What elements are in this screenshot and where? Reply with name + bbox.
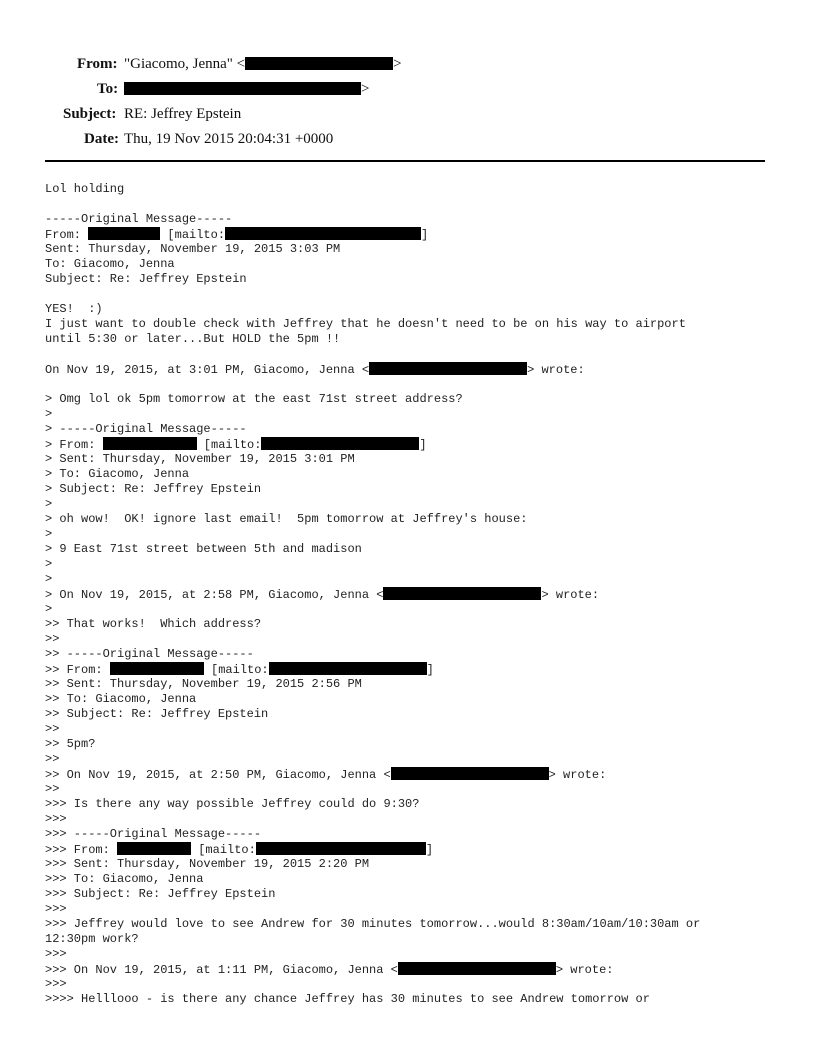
redaction-block	[269, 662, 427, 675]
redaction-block	[225, 227, 421, 240]
redaction-block	[110, 662, 204, 675]
redaction-block	[88, 227, 160, 240]
body-line: >>	[45, 782, 60, 796]
body-line: > Subject: Re: Jeffrey Epstein	[45, 482, 262, 496]
body-line: >> From: [mailto: ]	[45, 663, 434, 677]
body-line: > 9 East 71st street between 5th and madison	[45, 542, 362, 556]
body-line: > oh wow! OK! ignore last email! 5pm tomorrow at Jeffrey's house:	[45, 512, 528, 526]
body-line: >>>	[45, 812, 67, 826]
from-name: "Giacomo, Jenna" <	[124, 56, 246, 72]
body-line: >	[45, 602, 53, 616]
redaction-block	[369, 362, 527, 375]
body-line	[45, 197, 806, 212]
date-label: Date:	[84, 131, 119, 147]
body-line: >>>	[45, 977, 67, 991]
from-close: >	[393, 56, 402, 72]
body-line: >> Subject: Re: Jeffrey Epstein	[45, 707, 269, 721]
subject-label: Subject:	[63, 106, 117, 122]
body-line: until 5:30 or later...But HOLD the 5pm !!	[45, 332, 341, 346]
body-line: Sent: Thursday, November 19, 2015 3:03 PM	[45, 242, 341, 256]
body-line: To: Giacomo, Jenna	[45, 257, 175, 271]
body-line	[45, 287, 806, 302]
subject-value: RE: Jeffrey Epstein	[124, 106, 242, 122]
body-line: >	[45, 407, 53, 421]
body-line: > Sent: Thursday, November 19, 2015 3:01 PM	[45, 452, 355, 466]
body-line: >>>> Helllooo - is there any chance Jeffrey has 30 minutes to see Andrew tomorrow or	[45, 992, 650, 1006]
body-line: >>> To: Giacomo, Jenna	[45, 872, 204, 886]
body-line: >	[45, 557, 53, 571]
body-line: From: [mailto: ]	[45, 228, 429, 242]
body-line: > Omg lol ok 5pm tomorrow at the east 71st street address?	[45, 392, 463, 406]
body-line: >> 5pm?	[45, 737, 96, 751]
date-value: Thu, 19 Nov 2015 20:04:31 +0000	[124, 131, 334, 147]
body-line	[45, 347, 806, 362]
body-line: >>> Is there any way possible Jeffrey could do 9:30?	[45, 797, 420, 811]
body-line: > From: [mailto: ]	[45, 438, 427, 452]
body-line: >	[45, 527, 53, 541]
redaction-block	[103, 437, 197, 450]
body-line: >>> Sent: Thursday, November 19, 2015 2:20 PM	[45, 857, 370, 871]
body-line: > On Nov 19, 2015, at 2:58 PM, Giacomo, Jenna < > wrote:	[45, 588, 600, 602]
redaction-block	[383, 587, 541, 600]
body-line: >	[45, 497, 53, 511]
body-line: >>> -----Original Message-----	[45, 827, 262, 841]
redaction-block	[256, 842, 426, 855]
body-line: >>> Jeffrey would love to see Andrew for 30 minutes tomorrow...would 8:30am/10am/10:30am or	[45, 917, 701, 931]
body-line: >> That works! Which address?	[45, 617, 262, 631]
body-line: -----Original Message-----	[45, 212, 233, 226]
to-close: >	[361, 81, 370, 97]
body-line: Lol holding	[45, 182, 125, 196]
body-line: >>	[45, 722, 60, 736]
redaction-block	[245, 57, 393, 70]
redaction-block	[117, 842, 191, 855]
redaction-block	[124, 82, 361, 95]
to-value	[124, 77, 369, 102]
body-line: >>> On Nov 19, 2015, at 1:11 PM, Giacomo, Jenna < > wrote:	[45, 963, 614, 977]
email-body	[45, 182, 806, 1007]
body-line: >> To: Giacomo, Jenna	[45, 692, 197, 706]
body-line: >>> From: [mailto: ]	[45, 843, 434, 857]
body-line: >>	[45, 632, 60, 646]
redaction-block	[398, 962, 556, 975]
body-line: YES! :)	[45, 302, 103, 316]
body-line: On Nov 19, 2015, at 3:01 PM, Giacomo, Jenna < > wrote:	[45, 363, 585, 377]
body-line: >> Sent: Thursday, November 19, 2015 2:56 PM	[45, 677, 362, 691]
body-line: >>>	[45, 947, 67, 961]
body-line: >	[45, 572, 53, 586]
body-line: Subject: Re: Jeffrey Epstein	[45, 272, 247, 286]
body-line: >> -----Original Message-----	[45, 647, 254, 661]
body-line: >>>	[45, 902, 67, 916]
body-line: >>> Subject: Re: Jeffrey Epstein	[45, 887, 276, 901]
body-line: >> On Nov 19, 2015, at 2:50 PM, Giacomo, Jenna < > wrote:	[45, 768, 607, 782]
body-line: I just want to double check with Jeffrey that he doesn't need to be on his way to airport	[45, 317, 686, 331]
to-label: To:	[97, 81, 119, 97]
header-divider	[45, 160, 765, 162]
body-line: >>	[45, 752, 60, 766]
body-line	[45, 377, 806, 392]
from-value	[124, 52, 402, 77]
body-line: 12:30pm work?	[45, 932, 139, 946]
from-label: From:	[77, 56, 118, 72]
redaction-block	[261, 437, 419, 450]
body-line: > -----Original Message-----	[45, 422, 247, 436]
body-line: > To: Giacomo, Jenna	[45, 467, 190, 481]
redaction-block	[391, 767, 549, 780]
